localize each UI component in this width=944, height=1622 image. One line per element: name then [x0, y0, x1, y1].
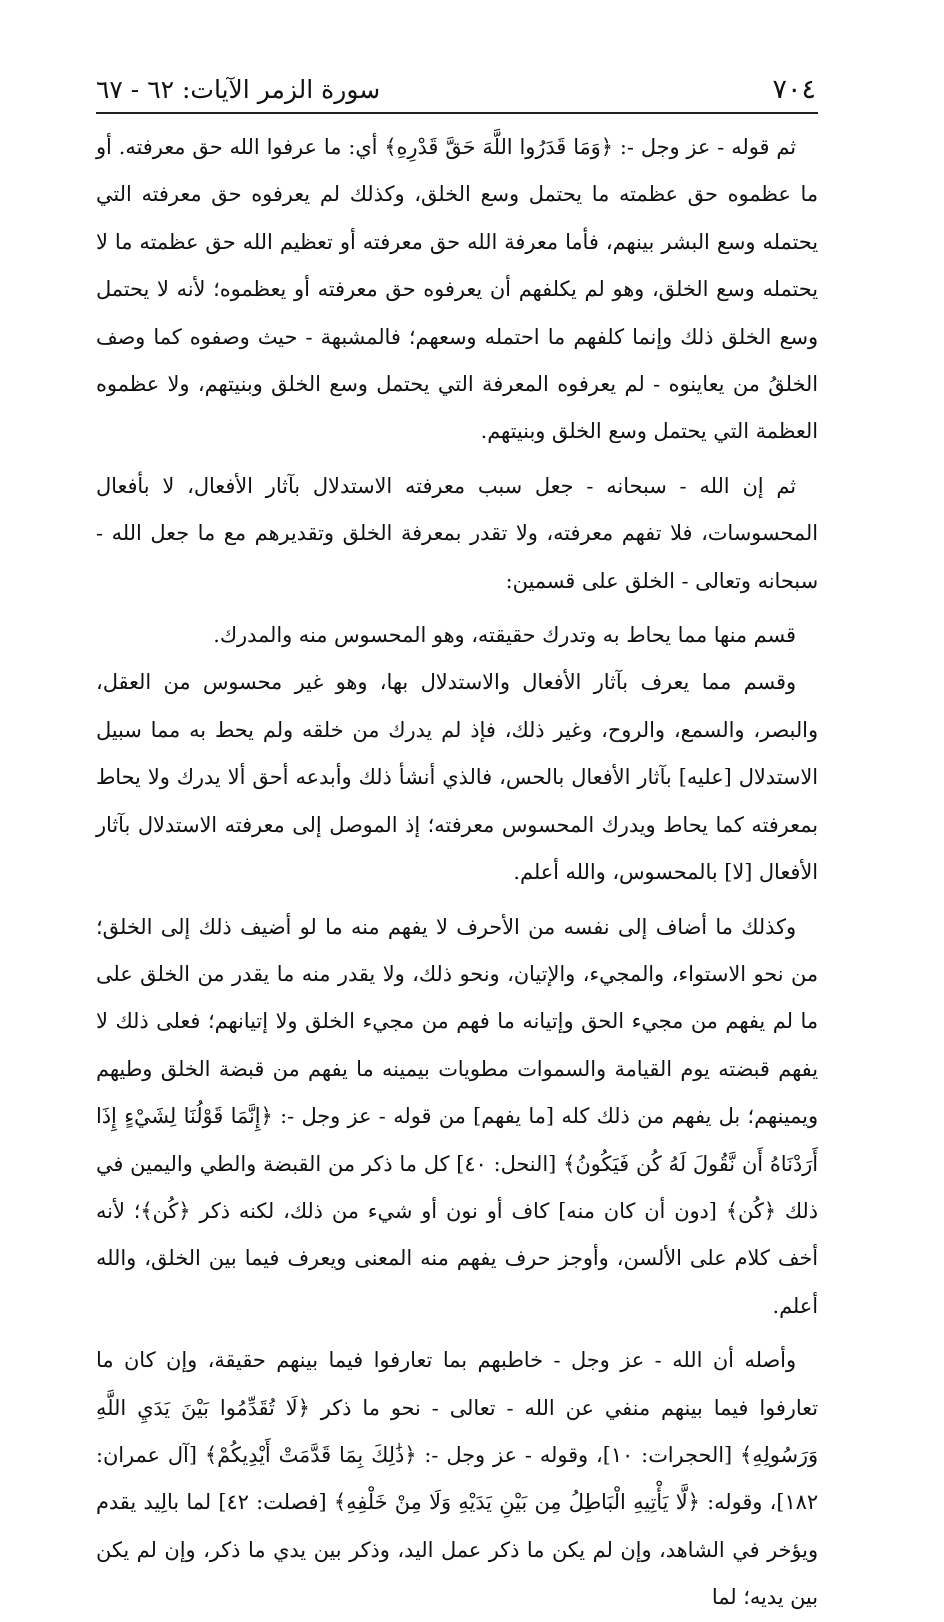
paragraph: وأصله أن الله - عز وجل - خاطبهم بما تعارفوا فيما بينهم حقيقة، وإن كان ما تعارفوا فيما بينهم منفي عن الله - تعالى - نحو ما ذكر ﴿لَا تُقَدِّمُوا بَيْنَ يَدَيِ اللَّهِ وَرَسُولِهِ﴾ [الحجرات: ١٠]، وقوله - عز وجل -: ﴿ذَٰلِكَ بِمَا قَدَّمَتْ أَيْدِيكُمْ﴾ [آل عمران: ١٨٢]، وقوله: ﴿لَّا يَأْتِيهِ الْبَاطِلُ مِن بَيْنِ يَدَيْهِ وَلَا مِنْ خَلْفِهِ﴾ [فصلت: ٤٢] لما بالِيد يقدم ويؤخر في الشاهد، وإن لم يكن ما ذكر عمل اليد، وذكر بين يدي ما ذكر، وإن لم يكن بين يديه؛ لما: [96, 1348, 818, 1610]
paragraph: ثم قوله - عز وجل -: ﴿وَمَا قَدَرُوا اللَّهَ حَقَّ قَدْرِهِ﴾ أي: ما عرفوا الله حق معرفته. أو ما عظموه حق عظمته ما يحتمل وسع الخلق، وكذلك لم يعرفوه حق معرفته التي يحتمله وسع البشر بينهم، فأما معرفة الله حق معرفته أو تعظيم الله حق عظمته ما لا يحتمله وسع الخلق، وهو لم يكلفهم أن يعرفوه حق معرفته أو يعظموه؛ لأنه لا يحتمل وسع الخلق ذلك وإنما كلفهم ما احتمله وسعهم؛ فالمشبهة - حيث وصفوه كما وصف الخلقُ من يعاينوه - لم يعرفوه المعرفة التي يحتمل وسع الخلق وبنيتهم، ولا عظموه العظمة التي يحتمل وسع الخلق وبنيتهم.: [96, 135, 818, 444]
paragraph: وقسم مما يعرف بآثار الأفعال والاستدلال بها، وهو غير محسوس من العقل، والبصر، والسمع، والروح، وغير ذلك، فإذ لم يدرك من خلقه ولم يحط به مما سبيل الاستدلال [عليه] بآثار الأفعال بالحس، فالذي أنشأ ذلك وأبدعه أحق ألا يدرك ولا يحاط بمعرفته كما يحاط ويدرك المحسوس معرفته؛ إذ الموصل إلى معرفته الاستدلال بآثار الأفعال [لا] بالمحسوس، والله أعلم.: [96, 670, 818, 885]
paragraph: ثم إن الله - سبحانه - جعل سبب معرفته الاستدلال بآثار الأفعال، لا بأفعال المحسوسات، فلا تفهم معرفته، ولا تقدر بمعرفة الخلق وتقديرهم مع ما جعل الله - سبحانه وتعالى - الخلق على قسمين:: [96, 473, 818, 593]
paragraph: وكذلك ما أضاف إلى نفسه من الأحرف لا يفهم منه ما لو أضيف ذلك إلى الخلق؛ من نحو الاستواء، والمجيء، والإتيان، ونحو ذلك، ولا يقدر منه ما يقدر من الخلق على ما لم يفهم من مجيء الحق وإتيانه ما فهم من مجيء الخلق ولا إتيانهم؛ فعلى ذلك لا يفهم قبضته يوم القيامة والسموات مطويات بيمينه ما يفهم من قبضة الخلق وطيهم ويمينهم؛ بل يفهم من ذلك كله [ما يفهم] من قوله - عز وجل -: ﴿إِنَّمَا قَوْلُنَا لِشَيْءٍ إِذَا أَرَدْنَاهُ أَن نَّقُولَ لَهُ كُن فَيَكُونُ﴾ [النحل: ٤٠] كل ما ذكر من القبضة والطي واليمين في ذلك ﴿كُن﴾ [دون أن كان منه] كاف أو نون أو شيء من ذلك، لكنه ذكر ﴿كُن﴾؛ لأنه أخف كلام على الألسن، وأوجز حرف يفهم منه المعنى ويعرف فيما بين الخلق، والله أعلم.: [96, 914, 818, 1318]
page-header: [96, 68, 818, 114]
page-number: ٧٠٤: [772, 74, 816, 105]
paragraph: قسم منها مما يحاط به وتدرك حقيقته، وهو المحسوس منه والمدرك.: [213, 623, 796, 648]
page-body: [96, 124, 818, 1622]
running-title: سورة الزمر الآيات: ٦٢ - ٦٧: [96, 75, 381, 104]
